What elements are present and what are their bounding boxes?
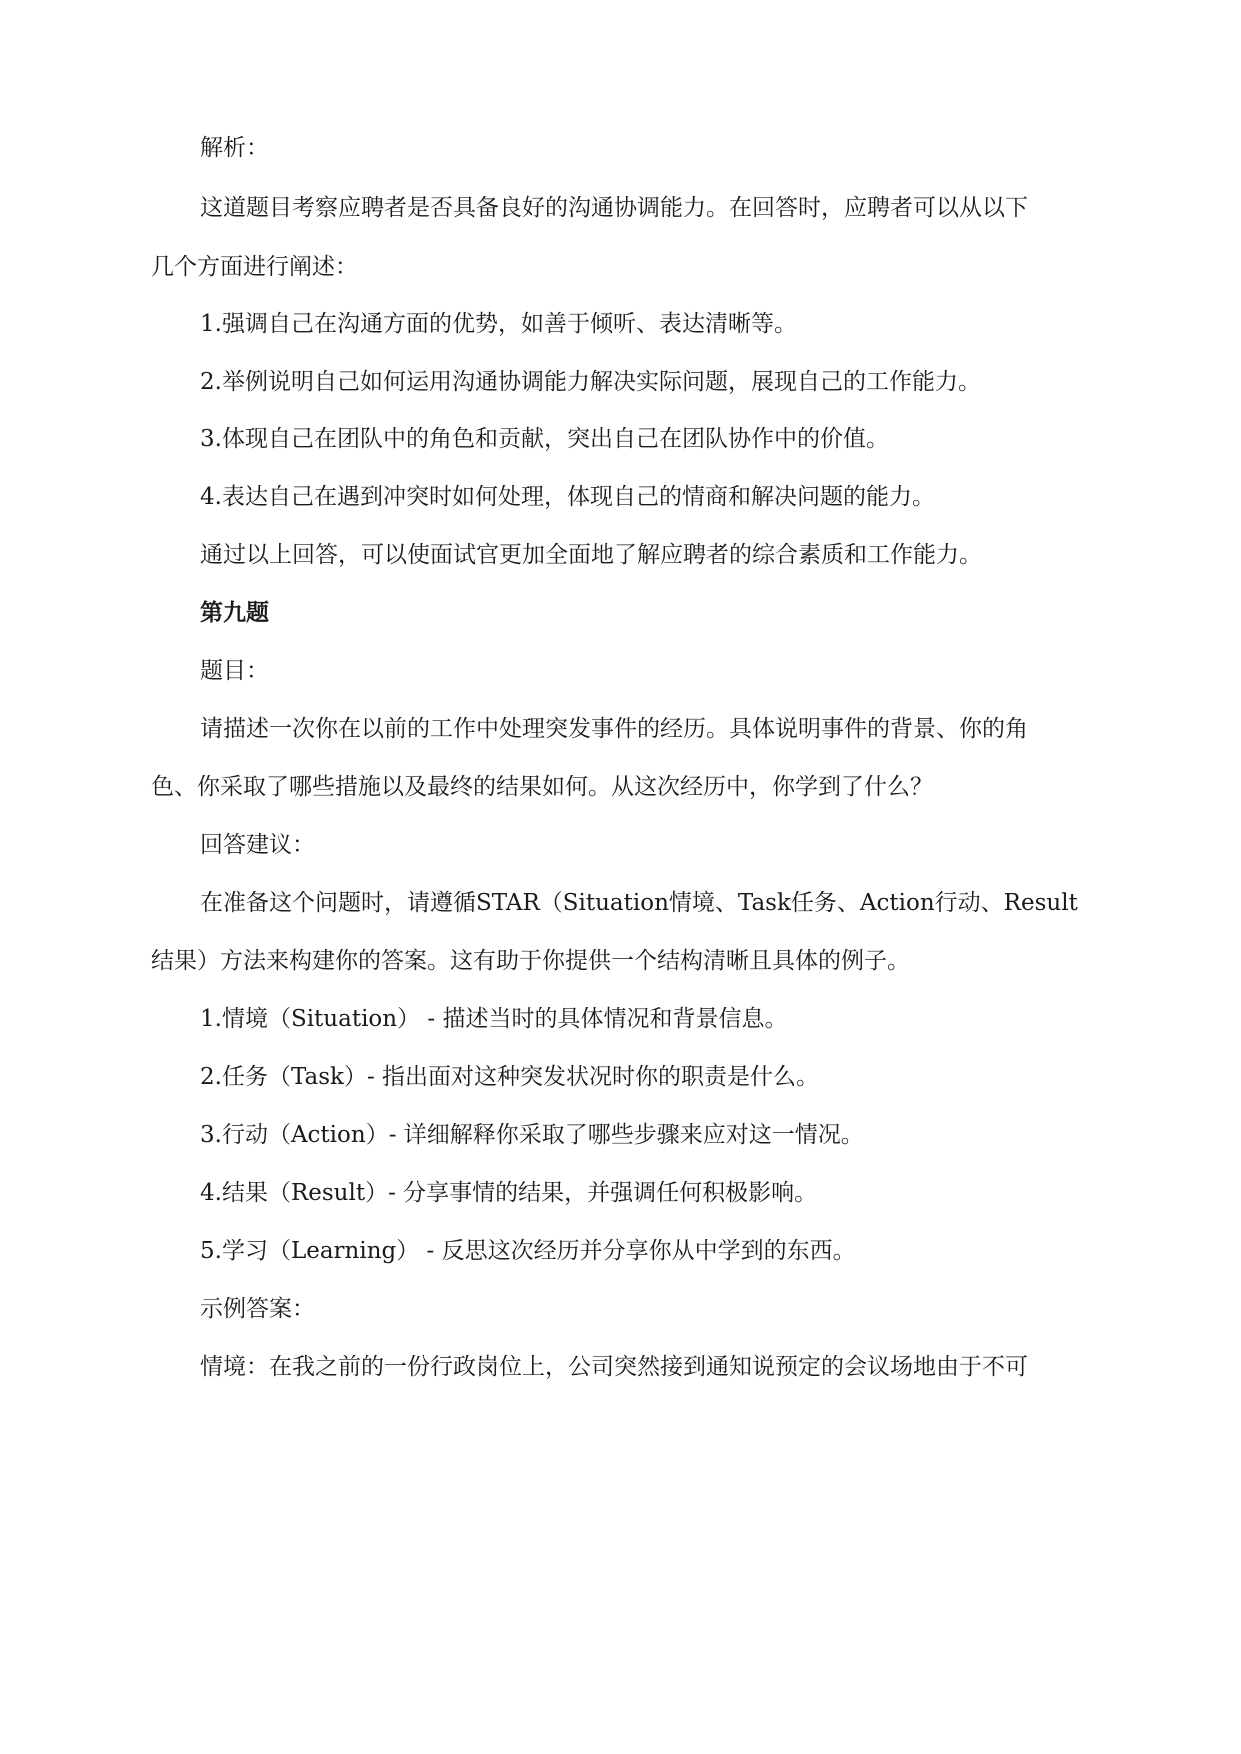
analysis-point-2: 2.举例说明自己如何运用沟通协调能力解决实际问题，展现自己的工作能力。 bbox=[200, 369, 981, 395]
analysis-label: 解析： bbox=[200, 135, 269, 161]
star-method-line-1: 在准备这个问题时，请遵循STAR（Situation情境、Task任务、Action行动、Result bbox=[200, 890, 1078, 916]
question-label: 题目： bbox=[200, 658, 269, 684]
answer-suggestion-label: 回答建议： bbox=[200, 832, 315, 858]
star-step-result: 4.结果（Result）- 分享事情的结果，并强调任何积极影响。 bbox=[200, 1180, 818, 1206]
question-text-line-2: 色、你采取了哪些措施以及最终的结果如何。从这次经历中，你学到了什么？ bbox=[151, 774, 933, 800]
analysis-point-4: 4.表达自己在遇到冲突时如何处理，体现自己的情商和解决问题的能力。 bbox=[200, 484, 935, 510]
analysis-paragraph-line-2: 几个方面进行阐述： bbox=[151, 254, 358, 280]
sample-answer-label: 示例答案： bbox=[200, 1296, 315, 1322]
star-method-line-2: 结果）方法来构建你的答案。这有助于你提供一个结构清晰且具体的例子。 bbox=[151, 948, 910, 974]
sample-answer-situation: 情境：在我之前的一份行政岗位上，公司突然接到通知说预定的会议场地由于不可 bbox=[200, 1354, 1028, 1380]
star-step-situation: 1.情境（Situation） - 描述当时的具体情况和背景信息。 bbox=[200, 1006, 788, 1032]
analysis-conclusion: 通过以上回答，可以使面试官更加全面地了解应聘者的综合素质和工作能力。 bbox=[200, 542, 982, 568]
star-step-task: 2.任务（Task）- 指出面对这种突发状况时你的职责是什么。 bbox=[200, 1064, 820, 1090]
analysis-point-3: 3.体现自己在团队中的角色和贡献，突出自己在团队协作中的价值。 bbox=[200, 426, 889, 452]
star-step-action: 3.行动（Action）- 详细解释你采取了哪些步骤来应对这一情况。 bbox=[200, 1122, 864, 1148]
analysis-point-1: 1.强调自己在沟通方面的优势，如善于倾听、表达清晰等。 bbox=[200, 311, 797, 337]
analysis-paragraph-line-1: 这道题目考察应聘者是否具备良好的沟通协调能力。在回答时，应聘者可以从以下 bbox=[200, 195, 1028, 221]
star-step-learning: 5.学习（Learning） - 反思这次经历并分享你从中学到的东西。 bbox=[200, 1238, 856, 1264]
question-nine-heading: 第九题 bbox=[200, 600, 269, 626]
question-text-line-1: 请描述一次你在以前的工作中处理突发事件的经历。具体说明事件的背景、你的角 bbox=[200, 716, 1028, 742]
